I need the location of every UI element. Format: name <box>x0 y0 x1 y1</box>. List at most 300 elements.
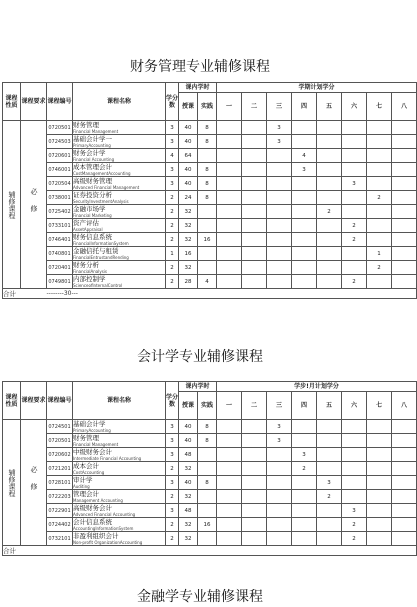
course-semester-8-credits <box>392 149 417 163</box>
course-name-en: Management Accounting <box>73 497 123 503</box>
header-name: 课程名称 <box>73 83 166 121</box>
course-semester-1-credits <box>217 434 242 448</box>
course-code: 0732101 <box>47 532 73 546</box>
course-row <box>3 219 417 233</box>
course-semester-4-credits <box>292 275 317 289</box>
header-hours-group: 课内学时 <box>179 83 217 93</box>
course-semester-8-credits <box>392 205 417 219</box>
course-lecture-hours: 32 <box>179 532 198 546</box>
course-name-en: AccountingInformationSystem <box>73 525 134 531</box>
header-semester-3: 三 <box>267 93 292 121</box>
course-name-cn: 高级财务管理 <box>73 176 112 185</box>
course-semester-1-credits <box>217 219 242 233</box>
header-semester-1: 一 <box>217 392 242 420</box>
course-semester-5-credits: 3 <box>317 476 342 490</box>
course-lecture-hours: 40 <box>179 121 198 135</box>
course-semester-8-credits <box>392 420 417 434</box>
course-semester-5-credits: 2 <box>317 490 342 504</box>
header-lecture: 授课 <box>179 93 198 121</box>
course-code: 0724501 <box>47 420 73 434</box>
course-credits: 3 <box>166 163 179 177</box>
course-practice-hours <box>198 532 217 546</box>
course-name-en: Financial Management <box>73 441 119 447</box>
course-name-cell <box>73 490 166 504</box>
course-name-cn: 证券投资分析 <box>73 190 112 199</box>
course-code: 0721201 <box>47 462 73 476</box>
course-semester-4-credits <box>292 434 317 448</box>
header-lecture: 授课 <box>179 392 198 420</box>
course-semester-7-credits <box>367 490 392 504</box>
course-name-en: PrimaryAccounting <box>73 427 111 433</box>
course-lecture-hours: 32 <box>179 205 198 219</box>
course-semester-4-credits <box>292 490 317 504</box>
course-semester-4-credits <box>292 261 317 275</box>
course-practice-hours: 8 <box>198 191 217 205</box>
course-name-cell <box>73 275 166 289</box>
course-practice-hours <box>198 504 217 518</box>
course-semester-6-credits <box>342 135 367 149</box>
course-credits: 2 <box>166 233 179 247</box>
course-semester-3-credits: 3 <box>267 121 292 135</box>
course-semester-7-credits <box>367 163 392 177</box>
course-semester-7-credits <box>367 462 392 476</box>
course-practice-hours <box>198 448 217 462</box>
course-semester-5-credits <box>317 420 342 434</box>
course-requirement-label: 必修 <box>30 465 38 500</box>
total-value: --------30--- <box>47 289 417 299</box>
course-row <box>3 177 417 191</box>
course-semester-2-credits <box>242 462 267 476</box>
course-name-cell <box>73 219 166 233</box>
course-practice-hours: 16 <box>198 518 217 532</box>
course-code: 0722203 <box>47 490 73 504</box>
course-semester-3-credits <box>267 518 292 532</box>
course-name-cn: 管理会计 <box>73 489 99 498</box>
course-semester-7-credits <box>367 135 392 149</box>
course-practice-hours <box>198 490 217 504</box>
course-code: 0720501 <box>47 121 73 135</box>
course-semester-7-credits: 2 <box>367 261 392 275</box>
course-code: 0720601 <box>47 149 73 163</box>
course-lecture-hours: 40 <box>179 163 198 177</box>
course-semester-2-credits <box>242 261 267 275</box>
course-semester-6-credits <box>342 163 367 177</box>
course-lecture-hours: 16 <box>179 247 198 261</box>
course-semester-1-credits <box>217 518 242 532</box>
course-row <box>3 420 417 434</box>
course-row <box>3 476 417 490</box>
course-semester-3-credits <box>267 219 292 233</box>
course-credits: 1 <box>166 247 179 261</box>
header-semester-6: 六 <box>342 392 367 420</box>
course-semester-2-credits <box>242 434 267 448</box>
course-name-cell <box>73 163 166 177</box>
course-practice-hours: 4 <box>198 275 217 289</box>
header-semester-8: 八 <box>392 392 417 420</box>
course-semester-6-credits <box>342 149 367 163</box>
course-credits: 2 <box>166 462 179 476</box>
course-semester-5-credits <box>317 518 342 532</box>
course-name-cn: 高级财务会计 <box>73 503 112 512</box>
course-name-en: PrimaryAccounting <box>73 142 111 148</box>
course-semester-6-credits: 3 <box>342 504 367 518</box>
course-code: 0746001 <box>47 163 73 177</box>
header-semester-7: 七 <box>367 93 392 121</box>
header-semester-4: 四 <box>292 392 317 420</box>
course-practice-hours <box>198 219 217 233</box>
course-semester-3-credits <box>267 205 292 219</box>
course-row <box>3 135 417 149</box>
course-semester-2-credits <box>242 177 267 191</box>
course-semester-8-credits <box>392 233 417 247</box>
course-semester-5-credits <box>317 135 342 149</box>
course-semester-6-credits <box>342 476 367 490</box>
course-semester-2-credits <box>242 191 267 205</box>
course-credits: 4 <box>166 149 179 163</box>
total-label: 合计 <box>3 546 47 556</box>
course-credits: 2 <box>166 191 179 205</box>
course-credits: 3 <box>166 135 179 149</box>
course-row <box>3 261 417 275</box>
header-semester-group: 学期计划学分 <box>217 83 417 93</box>
course-semester-4-credits <box>292 532 317 546</box>
course-semester-4-credits <box>292 219 317 233</box>
course-name-cn: 财务信息系统 <box>73 232 112 241</box>
course-semester-6-credits <box>342 490 367 504</box>
header-credits: 学分数 <box>166 382 179 420</box>
course-name-cell <box>73 504 166 518</box>
course-requirement-cell <box>21 420 47 546</box>
course-semester-7-credits <box>367 275 392 289</box>
course-lecture-hours: 40 <box>179 434 198 448</box>
course-name-cell <box>73 434 166 448</box>
course-name-en: Auditing <box>73 483 90 489</box>
course-row <box>3 504 417 518</box>
course-name-en: Financial Management <box>73 128 119 134</box>
course-semester-1-credits <box>217 462 242 476</box>
course-name-cn: 财务会计学 <box>73 148 106 157</box>
course-name-en: FinancialInformationSystem <box>73 240 129 246</box>
course-semester-5-credits <box>317 448 342 462</box>
course-semester-1-credits <box>217 247 242 261</box>
course-semester-7-credits <box>367 448 392 462</box>
course-lecture-hours: 32 <box>179 462 198 476</box>
course-semester-8-credits <box>392 121 417 135</box>
course-requirement-label: 必修 <box>30 187 38 222</box>
course-credits: 2 <box>166 205 179 219</box>
header-semester-6: 六 <box>342 93 367 121</box>
course-semester-6-credits <box>342 191 367 205</box>
course-semester-6-credits <box>342 462 367 476</box>
course-semester-3-credits <box>267 149 292 163</box>
course-semester-6-credits: 3 <box>342 177 367 191</box>
header-semester-7: 七 <box>367 392 392 420</box>
course-code: 0720602 <box>47 448 73 462</box>
header-practice: 实践 <box>198 93 217 121</box>
course-semester-1-credits <box>217 121 242 135</box>
course-name-cn: 资产评估 <box>73 218 99 227</box>
course-name-cn: 中级财务会计 <box>73 447 112 456</box>
course-semester-8-credits <box>392 448 417 462</box>
total-label: 合计 <box>3 289 47 299</box>
course-semester-4-credits <box>292 135 317 149</box>
course-semester-6-credits <box>342 205 367 219</box>
course-row <box>3 205 417 219</box>
course-semester-5-credits <box>317 191 342 205</box>
course-practice-hours: 8 <box>198 135 217 149</box>
course-practice-hours: 8 <box>198 434 217 448</box>
course-row <box>3 275 417 289</box>
course-semester-4-credits <box>292 205 317 219</box>
course-lecture-hours: 40 <box>179 420 198 434</box>
course-name-cell <box>73 476 166 490</box>
course-name-cn: 金融信托与租赁 <box>73 246 119 255</box>
course-name-en: CostAccounting <box>73 469 105 475</box>
course-code: 0724402 <box>47 518 73 532</box>
course-practice-hours <box>198 205 217 219</box>
course-lecture-hours: 24 <box>179 191 198 205</box>
course-semester-5-credits <box>317 163 342 177</box>
course-semester-3-credits <box>267 448 292 462</box>
course-lecture-hours: 32 <box>179 518 198 532</box>
course-semester-5-credits <box>317 261 342 275</box>
course-credits: 2 <box>166 518 179 532</box>
course-credits: 2 <box>166 261 179 275</box>
course-semester-4-credits <box>292 518 317 532</box>
course-nature-label: 辅修课程 <box>8 190 16 219</box>
course-semester-6-credits <box>342 261 367 275</box>
header-name: 课程名称 <box>73 382 166 420</box>
course-name-cn: 会计信息系统 <box>73 517 112 526</box>
course-semester-4-credits: 3 <box>292 448 317 462</box>
course-semester-7-credits <box>367 504 392 518</box>
total-value <box>47 546 417 556</box>
course-credits: 3 <box>166 448 179 462</box>
course-name-cn: 基础会计学一 <box>73 134 112 143</box>
course-nature-cell <box>3 121 21 289</box>
course-semester-3-credits <box>267 163 292 177</box>
course-lecture-hours: 28 <box>179 275 198 289</box>
course-semester-3-credits <box>267 261 292 275</box>
course-name-cell <box>73 121 166 135</box>
course-semester-2-credits <box>242 532 267 546</box>
course-row <box>3 434 417 448</box>
course-semester-4-credits <box>292 177 317 191</box>
course-semester-6-credits: 2 <box>342 275 367 289</box>
header-row <box>3 83 417 93</box>
header-semester-group: 学步!月计划学分 <box>217 382 417 392</box>
course-semester-8-credits <box>392 191 417 205</box>
course-semester-5-credits: 2 <box>317 205 342 219</box>
course-semester-6-credits <box>342 121 367 135</box>
course-semester-8-credits <box>392 177 417 191</box>
total-row <box>3 289 417 299</box>
course-semester-8-credits <box>392 247 417 261</box>
course-code: 0728101 <box>47 476 73 490</box>
header-nature: 课程性质 <box>3 83 21 121</box>
course-semester-3-credits <box>267 490 292 504</box>
header-semester-8: 八 <box>392 93 417 121</box>
course-semester-3-credits: 3 <box>267 420 292 434</box>
course-practice-hours <box>198 261 217 275</box>
course-code: 0740801 <box>47 247 73 261</box>
course-code: 0722901 <box>47 504 73 518</box>
course-semester-5-credits <box>317 233 342 247</box>
course-semester-2-credits <box>242 504 267 518</box>
header-semester-3: 三 <box>267 392 292 420</box>
course-practice-hours: 16 <box>198 233 217 247</box>
course-name-cell <box>73 177 166 191</box>
course-row <box>3 149 417 163</box>
course-semester-4-credits: 2 <box>292 462 317 476</box>
course-semester-1-credits <box>217 448 242 462</box>
course-row <box>3 121 417 135</box>
course-credits: 3 <box>166 504 179 518</box>
section-title-finance-management: 财务管理专业辅修课程 <box>130 59 270 75</box>
course-name-cn: 财务分析 <box>73 260 99 269</box>
course-semester-3-credits <box>267 247 292 261</box>
header-code: 课程编号 <box>47 83 73 121</box>
course-practice-hours: 8 <box>198 177 217 191</box>
course-name-cell <box>73 191 166 205</box>
course-semester-3-credits <box>267 476 292 490</box>
course-nature-cell <box>3 420 21 546</box>
course-credits: 2 <box>166 275 179 289</box>
course-name-en: Intermediate Financial Accounting <box>73 455 142 461</box>
course-semester-2-credits <box>242 247 267 261</box>
course-name-cell <box>73 448 166 462</box>
course-semester-2-credits <box>242 149 267 163</box>
course-semester-1-credits <box>217 149 242 163</box>
course-semester-8-credits <box>392 518 417 532</box>
course-semester-1-credits <box>217 532 242 546</box>
course-semester-6-credits <box>342 247 367 261</box>
course-name-en: Advanced Financial Accounting <box>73 511 136 517</box>
course-semester-4-credits: 4 <box>292 149 317 163</box>
course-name-cell <box>73 149 166 163</box>
course-semester-7-credits: 2 <box>367 191 392 205</box>
course-name-cn: 审计学 <box>73 475 93 484</box>
course-semester-7-credits <box>367 205 392 219</box>
course-row <box>3 462 417 476</box>
section-title-finance: 金融学专业辅修课程 <box>0 586 400 606</box>
course-semester-8-credits <box>392 261 417 275</box>
course-lecture-hours: 40 <box>179 476 198 490</box>
course-name-cell <box>73 518 166 532</box>
course-semester-2-credits <box>242 233 267 247</box>
header-requirement: 课程要求 <box>21 83 47 121</box>
course-name-en: AssetAppraisal <box>73 226 103 232</box>
course-row <box>3 233 417 247</box>
course-semester-1-credits <box>217 275 242 289</box>
course-semester-1-credits <box>217 163 242 177</box>
course-name-en: FinancialEntrustandRending <box>73 254 129 260</box>
course-semester-5-credits <box>317 275 342 289</box>
course-semester-7-credits <box>367 532 392 546</box>
course-name-cell <box>73 420 166 434</box>
course-credits: 3 <box>166 177 179 191</box>
course-semester-2-credits <box>242 205 267 219</box>
course-semester-5-credits <box>317 247 342 261</box>
course-semester-6-credits: 2 <box>342 518 367 532</box>
course-semester-7-credits <box>367 121 392 135</box>
course-semester-4-credits <box>292 420 317 434</box>
course-semester-3-credits <box>267 177 292 191</box>
course-semester-1-credits <box>217 261 242 275</box>
course-lecture-hours: 40 <box>179 135 198 149</box>
course-name-cell <box>73 261 166 275</box>
course-semester-4-credits <box>292 247 317 261</box>
course-code: 0725402 <box>47 205 73 219</box>
course-semester-3-credits <box>267 504 292 518</box>
course-name-cell <box>73 205 166 219</box>
course-lecture-hours: 32 <box>179 261 198 275</box>
course-semester-7-credits <box>367 518 392 532</box>
course-semester-1-credits <box>217 191 242 205</box>
header-semester-1: 一 <box>217 93 242 121</box>
course-credits: 2 <box>166 532 179 546</box>
course-semester-2-credits <box>242 275 267 289</box>
course-credits: 2 <box>166 219 179 233</box>
course-practice-hours <box>198 462 217 476</box>
course-semester-6-credits <box>342 420 367 434</box>
course-name-cell <box>73 247 166 261</box>
course-semester-1-credits <box>217 490 242 504</box>
course-semester-6-credits: 2 <box>342 532 367 546</box>
course-semester-5-credits <box>317 532 342 546</box>
course-semester-4-credits <box>292 476 317 490</box>
course-name-en: FinancialAnalysis <box>73 268 107 274</box>
course-lecture-hours: 48 <box>179 448 198 462</box>
course-semester-2-credits <box>242 420 267 434</box>
course-semester-2-credits <box>242 163 267 177</box>
course-practice-hours: 8 <box>198 476 217 490</box>
course-practice-hours: 8 <box>198 163 217 177</box>
section-title-accounting: 会计学专业辅修课程 <box>0 346 400 366</box>
course-semester-4-credits <box>292 233 317 247</box>
course-semester-1-credits <box>217 233 242 247</box>
course-row <box>3 532 417 546</box>
course-semester-4-credits <box>292 121 317 135</box>
course-code: 0720504 <box>47 177 73 191</box>
course-semester-7-credits <box>367 434 392 448</box>
course-semester-8-credits <box>392 532 417 546</box>
course-lecture-hours: 40 <box>179 177 198 191</box>
course-semester-7-credits <box>367 177 392 191</box>
course-semester-5-credits <box>317 434 342 448</box>
header-semester-4: 四 <box>292 93 317 121</box>
course-semester-8-credits <box>392 434 417 448</box>
header-credits: 学分数 <box>166 83 179 121</box>
course-semester-4-credits <box>292 504 317 518</box>
header-requirement: 课程要求 <box>21 382 47 420</box>
course-semester-1-credits <box>217 177 242 191</box>
course-semester-3-credits: 3 <box>267 135 292 149</box>
course-semester-7-credits <box>367 149 392 163</box>
course-code: 0733101 <box>47 219 73 233</box>
course-semester-2-credits <box>242 219 267 233</box>
course-lecture-hours: 32 <box>179 490 198 504</box>
course-requirement-cell <box>21 121 47 289</box>
course-semester-7-credits <box>367 219 392 233</box>
course-lecture-hours: 32 <box>179 219 198 233</box>
course-name-en: ScienceofInternalControl <box>73 282 123 288</box>
course-name-cn: 基础会计学 <box>73 419 106 428</box>
course-semester-3-credits <box>267 275 292 289</box>
course-row <box>3 518 417 532</box>
course-semester-3-credits <box>267 233 292 247</box>
header-practice: 实践 <box>198 392 217 420</box>
